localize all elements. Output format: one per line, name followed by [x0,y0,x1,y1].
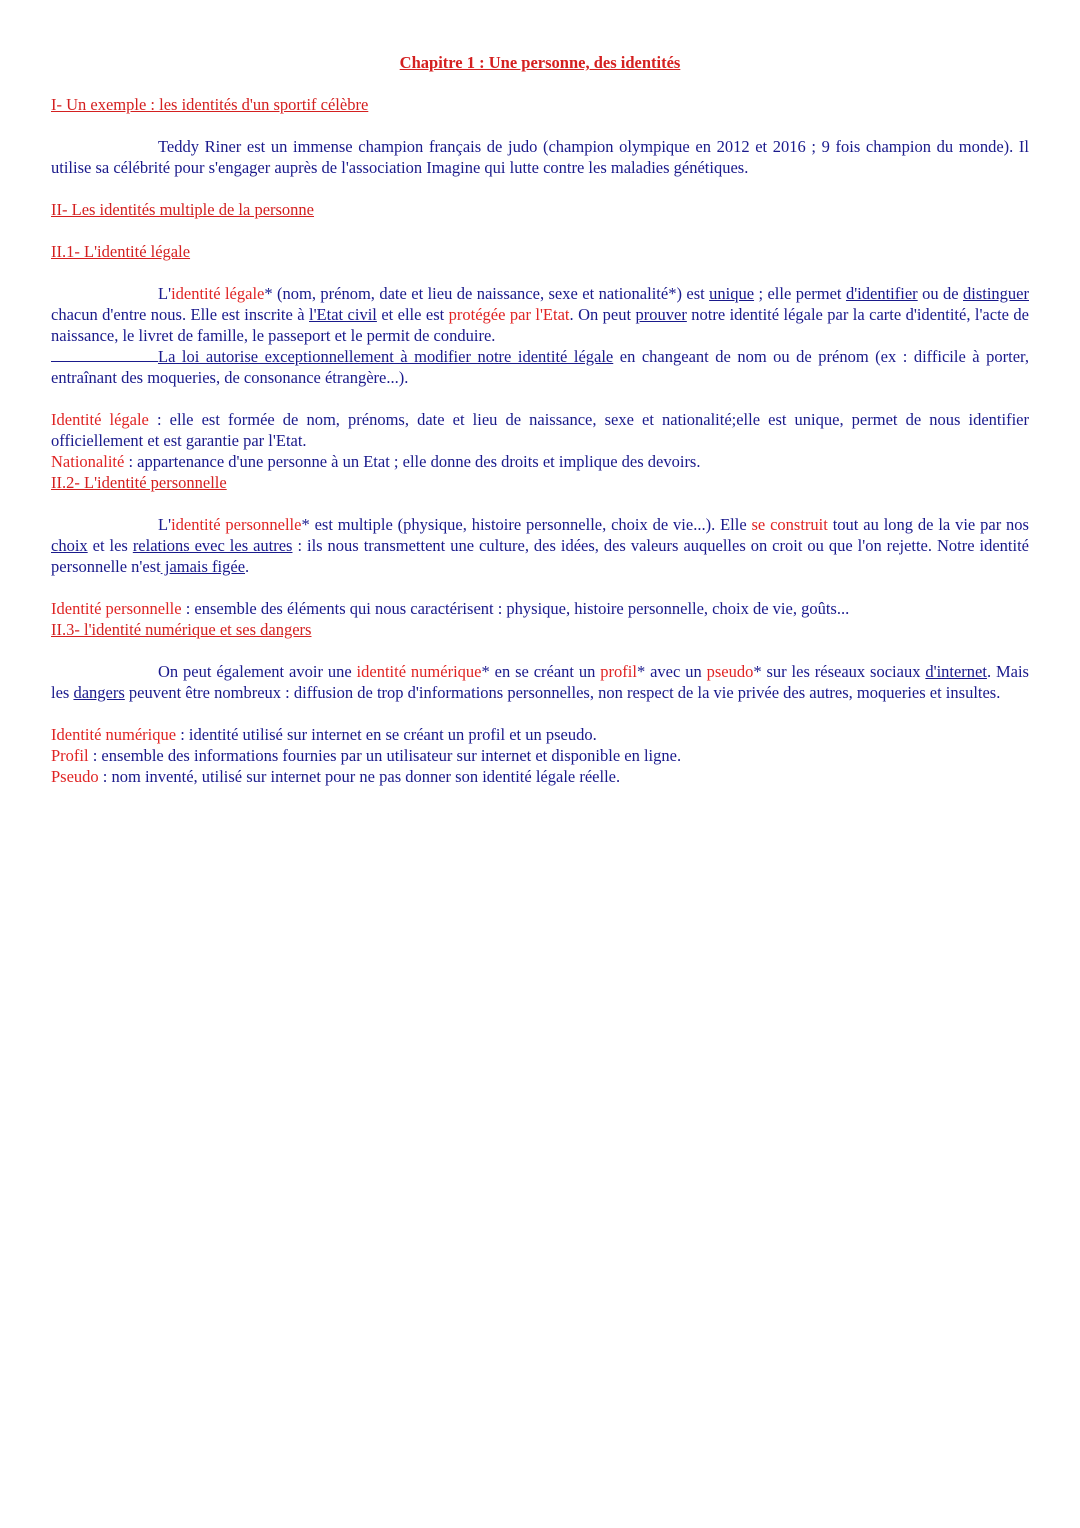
keyword: identité légale [171,284,265,303]
underlined-term: unique [709,284,755,303]
text-run: . On peut [569,305,636,324]
text-run: ; elle permet [754,284,846,303]
underlined-term: choix [51,536,88,555]
digital-identity-paragraph [51,661,1029,703]
keyword: protégée par l'Etat [448,305,570,324]
definition-text: : identité utilisé sur internet en se créant un profil et un pseudo. [176,725,597,744]
keyword: se construit [751,515,828,534]
underlined-term: distinguer [963,284,1029,303]
underlined-term: d'internet [925,662,987,681]
text-run: * en se créant un [481,662,601,681]
legal-change-paragraph [51,346,1029,388]
definition-text: : ensemble des éléments qui nous caractérisent : physique, histoire personnelle, choix de vie, goûts... [181,599,850,618]
definition-term: Identité personnelle [51,599,182,618]
underlined-term: l'Etat civil [309,305,377,324]
definition-text: : appartenance d'une personne à un Etat ; elle donne des droits et implique des devoirs. [124,452,701,471]
section-heading-2-3: II.3- l'identité numérique et ses dangers [51,620,312,639]
section-1-paragraph: Teddy Riner est un immense champion français de judo (champion olympique en 2012 et 2016 ; 9 fois champion du monde). Il utilise sa célébrité pour s'engager auprès de l'association Imagine qui lutte contre les maladies génétiques. [51,137,1029,177]
keyword: identité numérique [356,662,482,681]
definition-legal-identity [51,409,1029,451]
definition-text: : elle est formée de nom, prénoms, date et lieu de naissance, sexe et nationalité;elle est unique, permet de nous identifier officiellement et est garantie par l'Etat. [51,410,1029,450]
keyword: pseudo [706,662,754,681]
keyword: profil [600,662,637,681]
underline-rule [51,347,158,362]
text-run: ou de [917,284,963,303]
definition-term: Identité légale [51,410,149,429]
underlined-term: d'identifier [845,284,918,303]
definition-text: : ensemble des informations fournies par un utilisateur sur internet et disponible en ligne. [88,746,682,765]
text-run: * (nom, prénom, date et lieu de naissance, sexe et nationalité*) est [264,284,710,303]
text-run: chacun d'entre nous. Elle est inscrite à [51,305,309,324]
chapter-title: Chapitre 1 : Une personne, des identités [399,53,681,72]
text-run: . Mais les [51,662,1029,702]
definition-term: Pseudo [51,767,99,786]
text-run: tout au long de la vie par nos [827,515,1029,534]
definition-digital-identity [51,724,1029,745]
text-run: notre identité légale par la carte d'identité, l'acte de naissance, le livret de famille, le passeport et le permit de conduire. [51,305,1029,345]
text-run: * sur les réseaux sociaux [753,662,926,681]
section-heading-2-2: II.2- L'identité personnelle [51,473,227,492]
text-run: * est multiple (physique, histoire personnelle, choix de vie...). Elle [301,515,752,534]
section-heading-1: I- Un exemple : les identités d'un sportif célèbre [51,95,369,114]
personal-identity-paragraph [51,514,1029,577]
underlined-term: prouver [635,305,687,324]
definition-term: Profil [51,746,89,765]
document-page [51,52,1029,787]
underlined-term: relations evec les autres [132,536,293,555]
text-run: peuvent être nombreux : diffusion de trop d'informations personnelles, non respect de la vie privée des autres, moqueries et insultes. [124,683,1001,702]
underlined-term: dangers [73,683,125,702]
definition-text: : nom inventé, utilisé sur internet pour ne pas donner son identité légale réelle. [98,767,621,786]
section-heading-2-1: II.1- L'identité légale [51,242,191,261]
keyword: identité personnelle [171,515,302,534]
definition-term: Identité numérique [51,725,177,744]
definition-profile [51,745,1029,766]
legal-identity-paragraph [51,283,1029,346]
definition-pseudo [51,766,1029,787]
definition-personal-identity [51,598,1029,619]
text-run: L' [158,515,172,534]
text-run: en changeant de nom ou de prénom (ex : difficile à porter, entraînant des moqueries, de consonance étrangère...). [51,347,1029,387]
underlined-term: La loi autorise exceptionnellement à modifier notre identité légale [158,347,614,366]
text-run: : ils nous transmettent une culture, des idées, des valeurs auquelles on croit ou que l'on rejette. Notre identité personnelle n'est [51,536,1029,576]
text-run: * avec un [636,662,707,681]
text-run: et les [87,536,133,555]
definition-nationality [51,451,1029,472]
definition-term: Nationalité [51,452,125,471]
text-run: . [245,557,250,576]
text-run: On peut également avoir une [158,662,357,681]
text-run: L' [158,284,172,303]
underlined-term: jamais figée [160,557,246,576]
text-run: et elle est [376,305,449,324]
section-heading-2: II- Les identités multiple de la personne [51,200,315,219]
